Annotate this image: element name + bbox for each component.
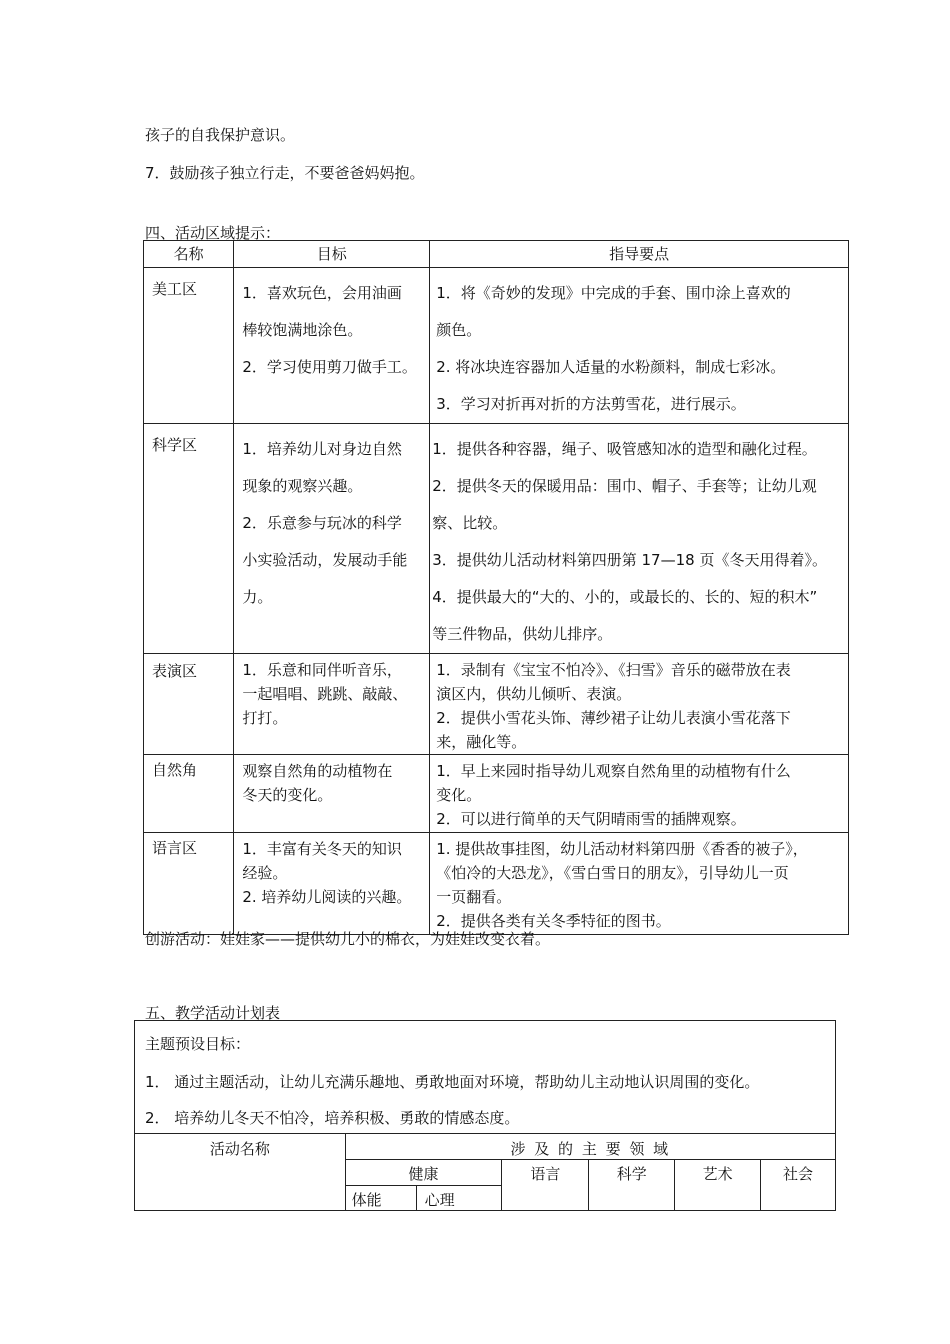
- language-header: 语言: [502, 1160, 589, 1211]
- creative-play-note: 创游活动：娃娃家——提供幼儿小的棉衣，为娃娃改变衣着。: [145, 930, 551, 948]
- table-row: [144, 654, 849, 755]
- area-goals: 1．乐意和同伴听音乐， 一起唱唱、跳跳、敲敲、 打打。: [234, 654, 430, 755]
- table-row: [144, 424, 849, 654]
- mental-header: 心理: [416, 1186, 502, 1211]
- table-header-row: [144, 241, 849, 268]
- section5-title: 五、教学活动计划表: [145, 1004, 281, 1022]
- area-points: 1．录制有《宝宝不怕冷》、《扫雪》音乐的磁带放在表 演区内，供幼儿倾听、表演。 2．提供小雪花头饰、薄纱裙子让幼儿表演小雪花落下 来，融化等。: [430, 654, 849, 755]
- area-name: 表演区: [144, 654, 234, 755]
- activity-area-table: [143, 240, 849, 935]
- area-points: 1．早上来园时指导幼儿观察自然角里的动植物有什么 变化。 2．可以进行简单的天气阴晴雨雪的插牌观察。: [430, 755, 849, 833]
- theme-goal-2: 2． 培养幼儿冬天不怕冷，培养积极、勇敢的情感态度。: [145, 1109, 520, 1127]
- intro-line-2: 7．鼓励孩子独立行走，不要爸爸妈妈抱。: [145, 164, 425, 182]
- area-name: 语言区: [144, 833, 234, 935]
- table-row: [144, 268, 849, 424]
- table-row: [144, 833, 849, 935]
- health-header: 健康: [345, 1160, 502, 1186]
- area-points: 1．提供各种容器，绳子、吸管感知冰的造型和融化过程。 2．提供冬天的保暖用品：围巾、帽子、手套等；让幼儿观 察、比较。 3．提供幼儿活动材料第四册第 17—18 页《冬天用得着》。 4．提供最大的“大的、小的，或最长的、长的、短的积木” 等三件物品，供幼儿排序。: [430, 424, 849, 654]
- art-header: 艺术: [675, 1160, 761, 1211]
- area-name: 自然角: [144, 755, 234, 833]
- science-header: 科学: [589, 1160, 675, 1211]
- area-goals: 1．丰富有关冬天的知识 经验。 2. 培养幼儿阅读的兴趣。: [234, 833, 430, 935]
- theme-goals-label: 主题预设目标：: [145, 1035, 251, 1053]
- theme-goal-1: 1． 通过主题活动，让幼儿充满乐趣地、勇敢地面对环境，帮助幼儿主动地认识周围的变化。: [145, 1073, 760, 1091]
- domains-header: 涉 及 的 主 要 领 域: [345, 1134, 835, 1160]
- activity-plan-table: [134, 1133, 836, 1211]
- plan-header-row: [135, 1134, 836, 1160]
- theme-goals-box: [134, 1020, 836, 1133]
- area-points: 1．将《奇妙的发现》中完成的手套、围巾涂上喜欢的 颜色。 2. 将冰块连容器加人适量的水粉颜料，制成七彩冰。 3．学习对折再对折的方法剪雪花，进行展示。: [430, 268, 849, 424]
- area-points: 1. 提供故事挂图，幼儿活动材料第四册《香香的被子》， 《怕冷的大恐龙》，《雪白雪日的朋友》，引导幼儿一页 一页翻看。 2．提供各类有关冬季特征的图书。: [430, 833, 849, 935]
- header-points: 指导要点: [430, 241, 849, 268]
- section4-title: 四、活动区域提示：: [145, 224, 281, 242]
- area-goals: 观察自然角的动植物在 冬天的变化。: [234, 755, 430, 833]
- area-goals: 1．培养幼儿对身边自然 现象的观察兴趣。 2．乐意参与玩冰的科学 小实验活动，发展动手能 力。: [234, 424, 430, 654]
- physical-header: 体能: [345, 1186, 416, 1211]
- header-goal: 目标: [234, 241, 430, 268]
- society-header: 社会: [761, 1160, 836, 1211]
- area-name: 科学区: [144, 424, 234, 654]
- intro-line-1: 孩子的自我保护意识。: [145, 126, 296, 144]
- table-row: [144, 755, 849, 833]
- activity-name-header: 活动名称: [135, 1134, 346, 1211]
- header-name: 名称: [144, 241, 234, 268]
- area-goals: 1．喜欢玩色，会用油画 棒较饱满地涂色。 2．学习使用剪刀做手工。: [234, 268, 430, 424]
- area-name: 美工区: [144, 268, 234, 424]
